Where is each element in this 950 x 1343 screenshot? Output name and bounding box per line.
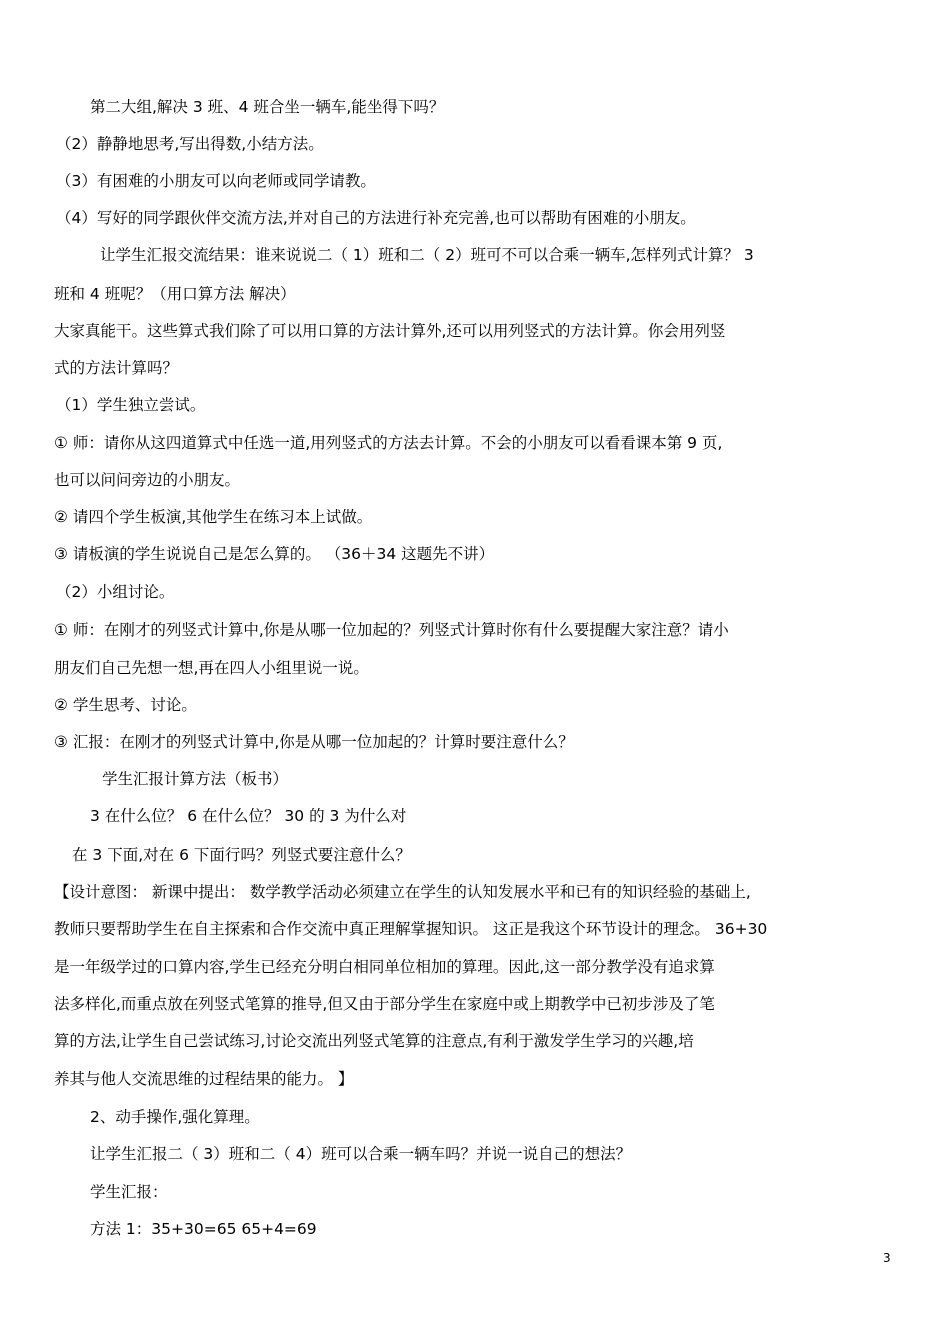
text-line: （4）写好的同学跟伙伴交流方法,并对自己的方法进行补充完善,也可以帮助有困难的小朋友。 bbox=[56, 209, 696, 227]
text-line: ② 学生思考、讨论。 bbox=[54, 696, 197, 714]
text-line: 朋友们自己先想一想,再在四人小组里说一说。 bbox=[54, 659, 369, 677]
text-line: 班和 4 班呢？（用口算方法 解决） bbox=[54, 285, 296, 303]
text-line: （1）学生独立尝试。 bbox=[56, 396, 206, 414]
text-line: 学生汇报计算方法（板书） bbox=[102, 770, 289, 788]
text-line: ③ 汇报：在刚才的列竖式计算中,你是从哪一位加起的？计算时要注意什么？ bbox=[54, 733, 574, 751]
text-line: 在 3 下面,对在 6 下面行吗？列竖式要注意什么？ bbox=[72, 846, 411, 864]
text-line: 教师只要帮助学生在自主探索和合作交流中真正理解掌握知识。 这正是我这个环节设计的理念。 36+30 bbox=[54, 920, 768, 938]
text-line: 【设计意图： 新课中提出： 数学教学活动必须建立在学生的认知发展水平和已有的知识经验的基础上, bbox=[54, 883, 751, 901]
text-line: 第二大组,解决 3 班、4 班合坐一辆车,能坐得下吗？ bbox=[90, 98, 445, 116]
page-number: 3 bbox=[883, 1251, 891, 1265]
text-line: （2）小组讨论。 bbox=[56, 583, 175, 601]
text-line: 法多样化,而重点放在列竖式笔算的推导,但又由于部分学生在家庭中或上期教学中已初步涉及了笔 bbox=[54, 995, 715, 1013]
text-line: ① 师：在刚才的列竖式计算中,你是从哪一位加起的？列竖式计算时你有什么要提醒大家注意？请小 bbox=[54, 621, 729, 639]
text-line: 养其与他人交流思维的过程结果的能力。 】 bbox=[54, 1070, 354, 1088]
text-line: 3 在什么位？ 6 在什么位？ 30 的 3 为什么对 bbox=[90, 807, 407, 825]
text-line: 也可以问问旁边的小朋友。 bbox=[54, 471, 241, 489]
text-line: 2、动手操作,强化算理。 bbox=[90, 1108, 260, 1126]
text-line: ③ 请板演的学生说说自己是怎么算的。 （36＋34 这题先不讲） bbox=[54, 545, 495, 563]
text-line: （2）静静地思考,写出得数,小结方法。 bbox=[56, 135, 324, 153]
text-line: ② 请四个学生板演,其他学生在练习本上试做。 bbox=[54, 508, 373, 526]
text-line: 让学生汇报二（ 3）班和二（ 4）班可以合乘一辆车吗？并说一说自己的想法？ bbox=[90, 1145, 632, 1163]
text-line: 学生汇报： bbox=[90, 1183, 168, 1201]
text-line: 让学生汇报交流结果：谁来说说二（ 1）班和二（ 2）班可不可以合乘一辆车,怎样列式计算？ 3 bbox=[100, 246, 754, 264]
text-line: 式的方法计算吗？ bbox=[54, 359, 179, 377]
text-line: ① 师：请你从这四道算式中任选一道,用列竖式的方法去计算。不会的小朋友可以看看课本第 9 页, bbox=[54, 434, 723, 452]
text-line: 大家真能干。这些算式我们除了可以用口算的方法计算外,还可以用列竖式的方法计算。你会用列竖 bbox=[54, 322, 726, 340]
text-line: 是一年级学过的口算内容,学生已经充分明白相同单位相加的算理。因此,这一部分教学没有追求算 bbox=[54, 958, 715, 976]
text-line: （3）有困难的小朋友可以向老师或同学请教。 bbox=[56, 172, 376, 190]
text-line: 方法 1：35+30=65 65+4=69 bbox=[90, 1220, 317, 1238]
text-line: 算的方法,让学生自己尝试练习,讨论交流出列竖式笔算的注意点,有利于激发学生学习的兴趣,培 bbox=[54, 1032, 694, 1050]
